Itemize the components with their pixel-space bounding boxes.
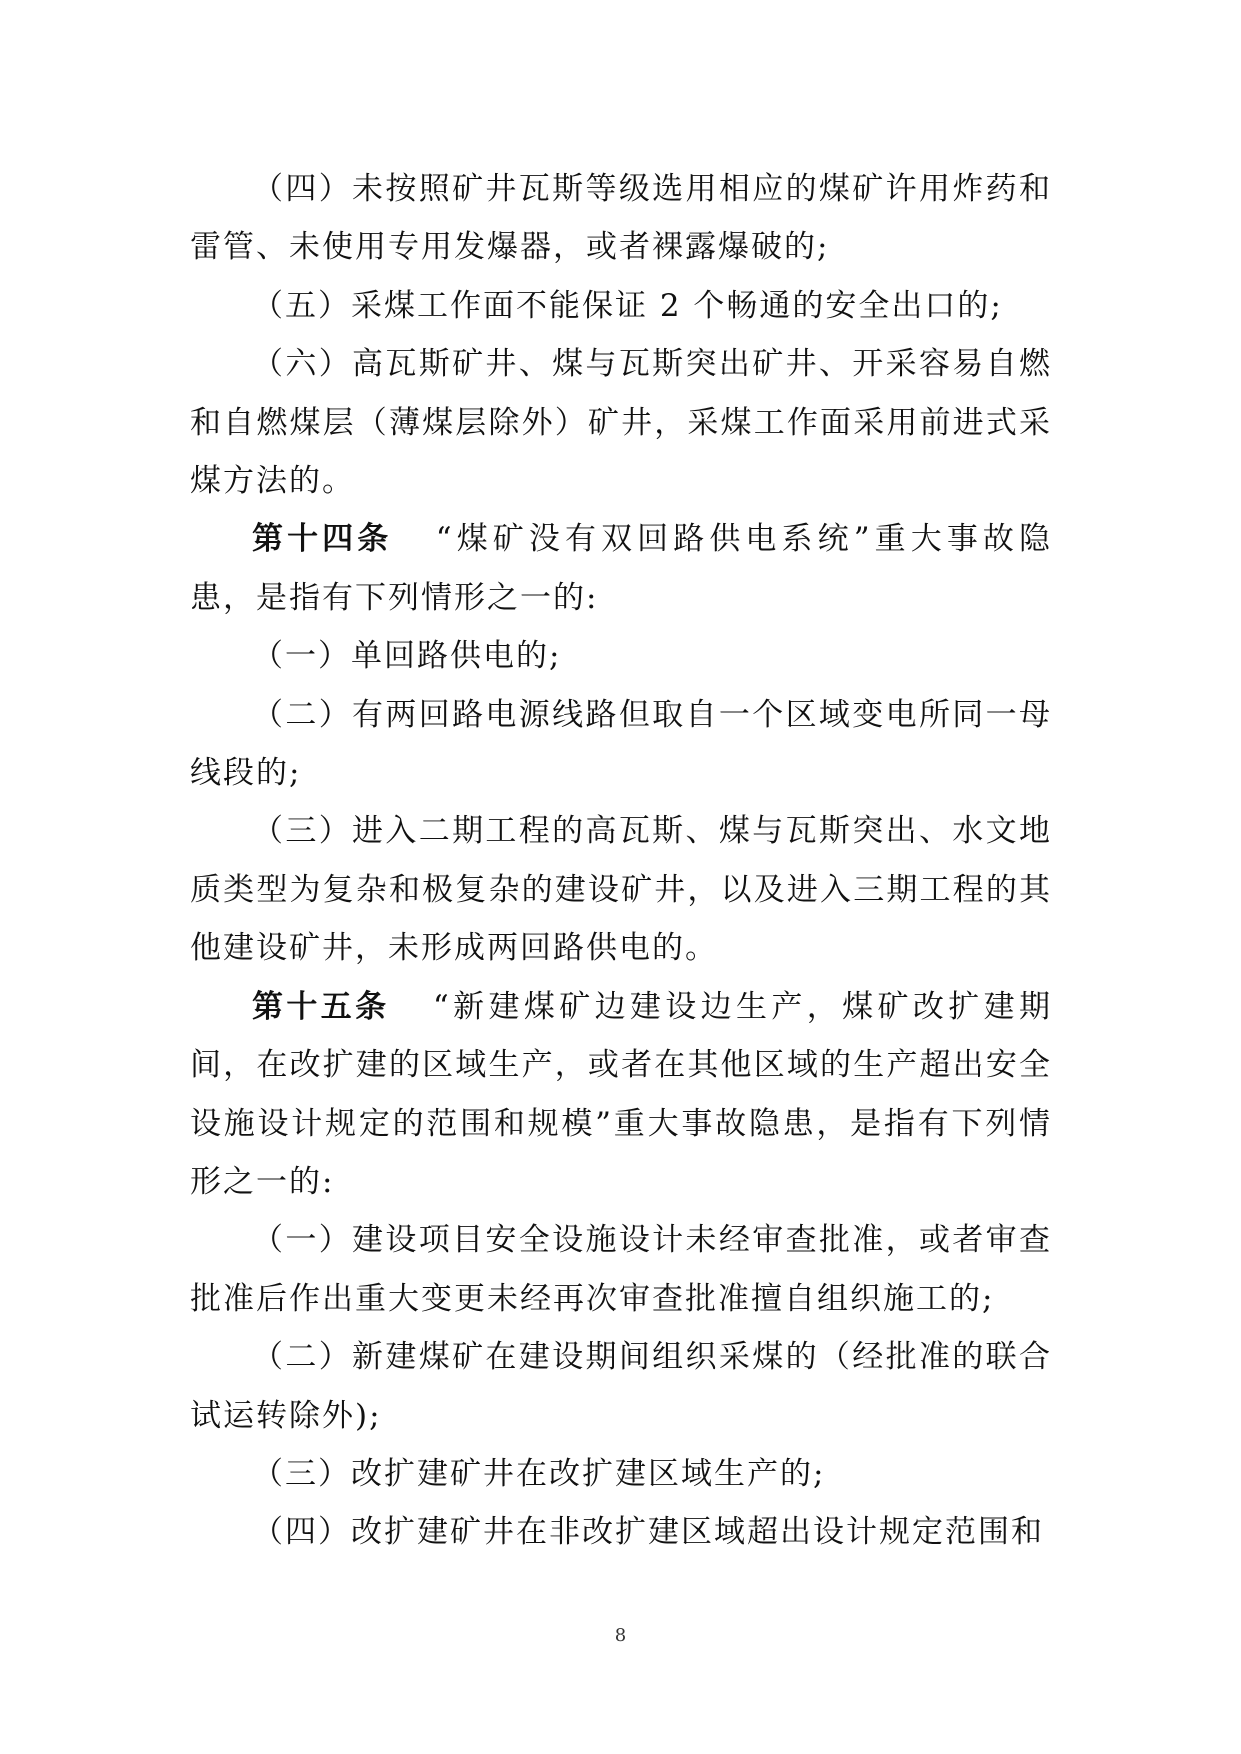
paragraph-text: “煤矿没有双回路供电系统”重大事故隐患，是指有下列情形之一的:: [190, 521, 1053, 616]
paragraph-text: “新建煤矿边建设边生产，煤矿改扩建期间，在改扩建的区域生产，或者在其他区域的生产超出安全设施设计规定的范围和规模”重大事故隐患，是指有下列情形之一的:: [190, 988, 1052, 1200]
article-15: [190, 978, 1052, 1212]
paragraph-item-4: [190, 1503, 1052, 1561]
paragraph-text: （四）未按照矿井瓦斯等级选用相应的煤矿许用炸药和雷管、未使用专用发爆器，或者裸露爆破的;: [190, 171, 1052, 266]
document-body: [190, 160, 1052, 1562]
paragraph-text: （四）改扩建矿井在非改扩建区域超出设计规定范围和: [252, 1514, 1044, 1551]
paragraph-item-5: [190, 277, 1052, 335]
paragraph-item-1: [190, 627, 1052, 685]
paragraph-text: （一）单回路供电的;: [252, 638, 562, 675]
paragraph-item-2: [190, 1328, 1052, 1445]
paragraph-text: （三）改扩建矿井在改扩建区域生产的;: [252, 1455, 826, 1492]
article-14: [190, 510, 1052, 627]
paragraph-item-2: [190, 686, 1052, 803]
paragraph-text: （二）新建煤矿在建设期间组织采煤的（经批准的联合试运转除外);: [190, 1339, 1052, 1434]
paragraph-text: （二）有两回路电源线路但取自一个区域变电所同一母线段的;: [190, 696, 1052, 792]
page-number: 8: [614, 1625, 627, 1646]
article-heading: 第十四条: [252, 521, 393, 558]
paragraph-text: （六）高瓦斯矿井、煤与瓦斯突出矿井、开采容易自燃和自燃煤层（薄煤层除外）矿井，采煤工作面采用前进式采煤方法的。: [190, 346, 1052, 500]
paragraph-item-4: [190, 160, 1052, 277]
paragraph-text: （三）进入二期工程的高瓦斯、煤与瓦斯突出、水文地质类型为复杂和极复杂的建设矿井，以及进入三期工程的其他建设矿井，未形成两回路供电的。: [190, 813, 1052, 967]
paragraph-text: （一）建设项目安全设施设计未经审查批准，或者审查批准后作出重大变更未经再次审查批准擅自组织施工的;: [190, 1222, 1052, 1317]
paragraph-item-6: [190, 335, 1052, 510]
paragraph-text: （五）采煤工作面不能保证 2 个畅通的安全出口的;: [252, 287, 1003, 324]
paragraph-item-3: [190, 802, 1052, 977]
paragraph-item-1: [190, 1211, 1052, 1328]
article-heading: 第十五条: [252, 988, 390, 1025]
paragraph-item-3: [190, 1445, 1052, 1503]
